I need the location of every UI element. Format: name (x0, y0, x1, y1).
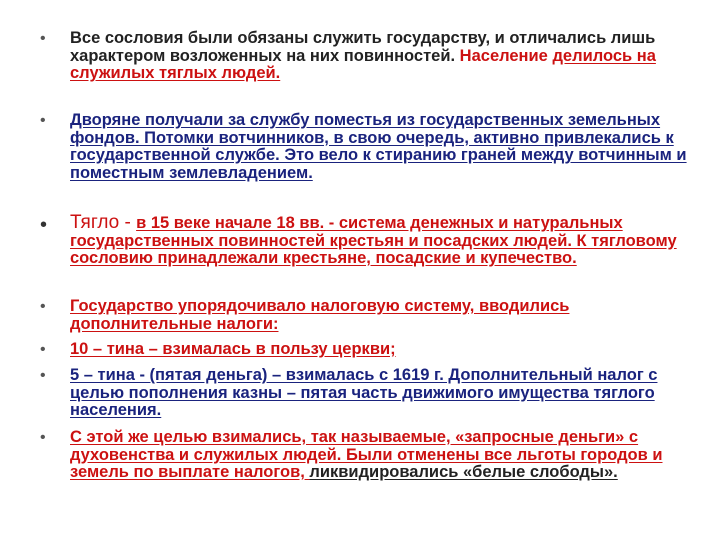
text-segment: 5 – тина - (пятая деньга) – взималась с 1619 г. Дополнительный налог с целью пополнения казны – пятая часть движимого имущества тяглого населения. (70, 366, 658, 419)
bullet-text (70, 367, 710, 420)
text-segment: делилось на служилых тяглых людей. (70, 46, 656, 82)
bullet-marker: • (40, 429, 46, 446)
bullet-marker: • (40, 30, 46, 47)
bullet-text (70, 298, 710, 333)
bullet-marker: • (40, 214, 48, 236)
text-segment: ликвидировались «белые слободы». (309, 463, 618, 481)
bullet-text (70, 30, 710, 83)
bullet-text (70, 112, 710, 182)
bullet-marker: • (40, 341, 46, 358)
bullet-text (70, 214, 710, 268)
text-segment: Государство упорядочивало налоговую систему, вводились дополнительные налоги: (70, 297, 570, 333)
bullet-marker: • (40, 367, 46, 384)
text-segment: С этой же целью взимались, так называемые, «запросные деньги» с духовенства и служилых людей. Были отменены все льготы городов и земель по выплате налогов, (70, 428, 663, 481)
bullet-text (70, 341, 710, 359)
text-segment: Дворяне получали за службу поместья из государственных земельных фондов. Потомки вотчинников, в свою очередь, активно привлекались к государственной службе. Это вело к стиранию граней между вотчинным и поместным землевладением. (70, 111, 687, 182)
bullet-marker: • (40, 112, 46, 129)
text-segment: Население (459, 46, 553, 65)
bullet-marker: • (40, 298, 46, 315)
bullet-text (70, 429, 710, 482)
text-segment: Тягло - (70, 212, 137, 233)
text-segment: в 15 веке начале 18 вв. - система денежных и натуральных государственных повинностей крестьян и посадских людей. К тягловому сословию принадлежали крестьяне, посадские и купечество. (70, 214, 677, 267)
text-segment: 10 – тина – взималась в пользу церкви; (70, 340, 396, 358)
text-segment: Все сословия были обязаны служить государству, и отличались лишь характером возложенных на них повинностей. (70, 29, 656, 65)
